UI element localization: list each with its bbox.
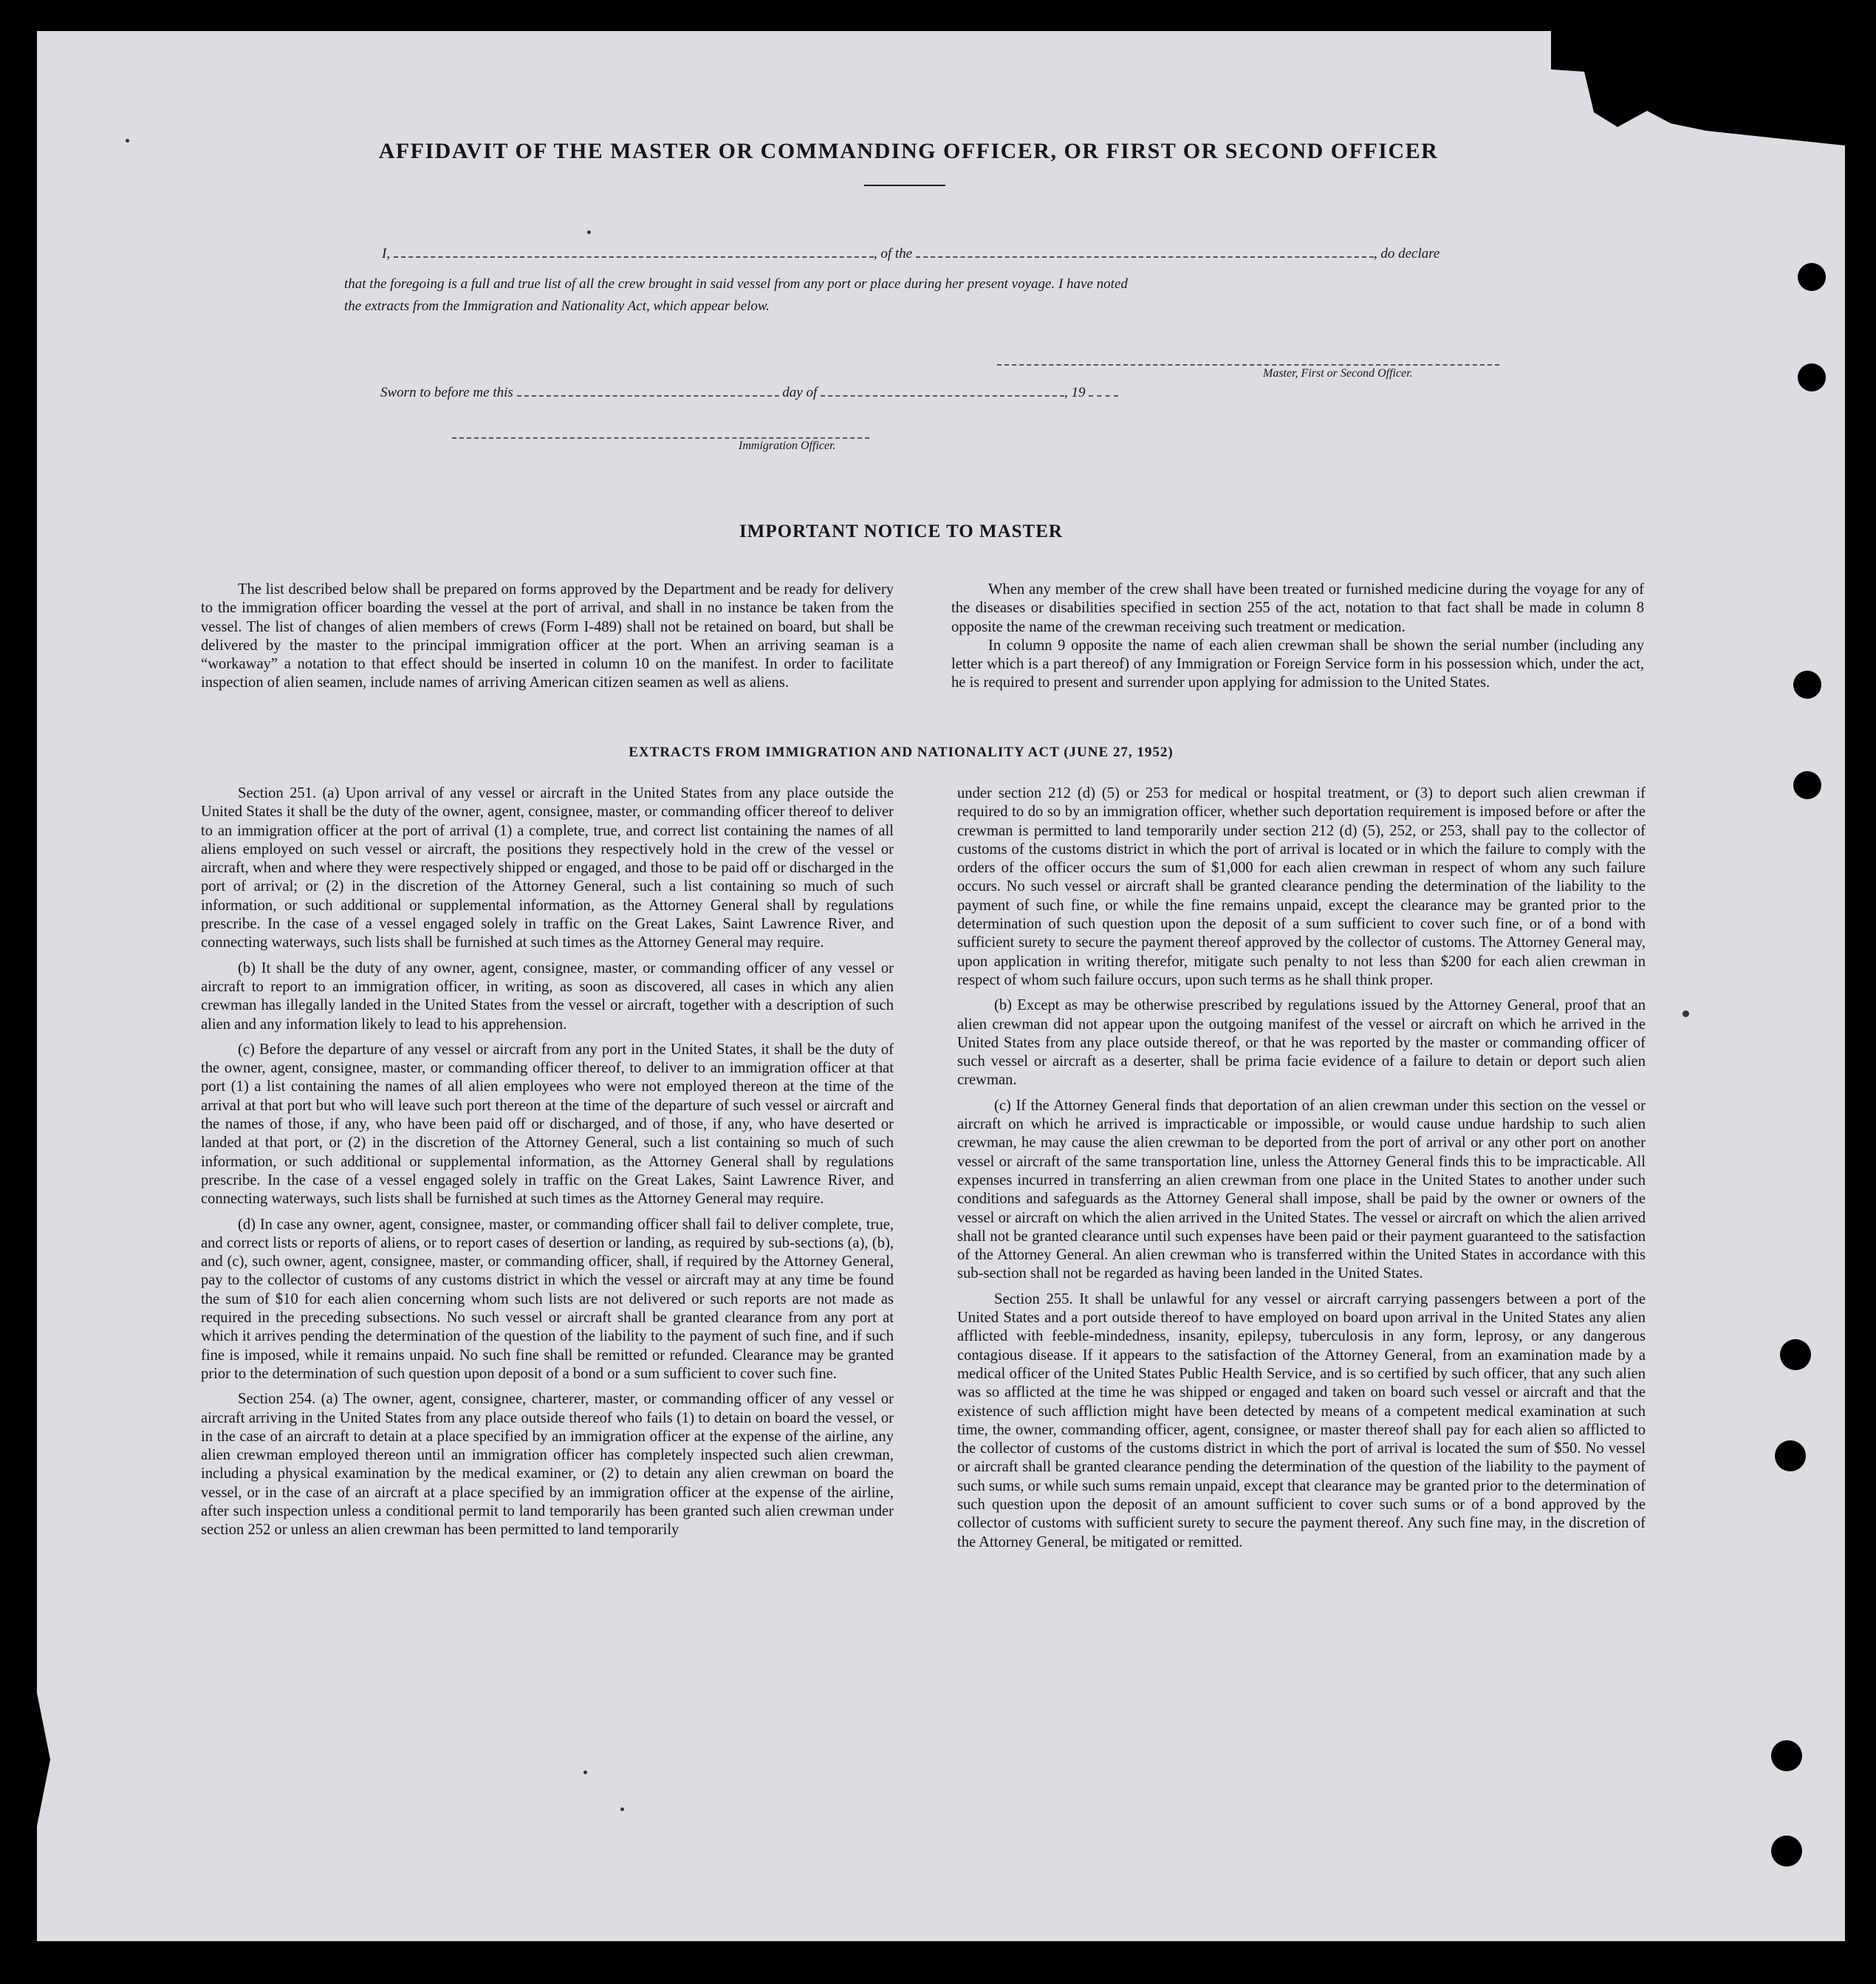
notice-right-paragraph-2: In column 9 opposite the name of each alien crewman shall be shown the serial number (including any letter which is a part thereof) of any Immigration or Foreign Service form in his possession which, under the act, he is required to present and surrender upon applying for admission to the United States. <box>951 637 1644 691</box>
section-254-c: (c) If the Attorney General finds that deportation of an alien crewman under this section on the vessel or aircraft on which he arrived is impracticable or impossible, or would cause undue hardship to such alien crewman, he may cause the alien crewman to be deported from the port of arrival or any other port on another vessel or aircraft of the same transportation line, unless the Attorney General finds this to be impracticable. All expenses incurred in transferring an alien crewman from one place in the United States to another under such conditions and safeguards as the Attorney General shall impose, shall be paid by the owner or owners of the vessel or aircraft on which the alien arrived in the United States. The vessel or aircraft on which the alien arrived shall not be granted clearance until such expenses have been paid or their payment guaranteed to the satisfaction of the Attorney General. An alien crewman who is transferred within the United States in accordance with this sub-section shall not be regarded as having been landed in the United States. <box>957 1097 1646 1282</box>
speck <box>583 1771 587 1774</box>
binder-hole <box>1780 1339 1811 1370</box>
section-254-a: Section 254. (a) The owner, agent, consignee, charterer, master, or commanding officer of any vessel or aircraft arriving in the United States from any place outside thereof who fails (1) to detain on board the vessel, or in the case of an aircraft to detain at a place specified by an immigration officer at the expense of the airline, any alien crewman employed thereon until an immigration officer has completely inspected such alien crewman, including a physical examination by the medical examiner, or (2) to detain any alien crewman on board the vessel, or in the case of an aircraft at a place specified by an immigration officer at the expense of the airline, after such inspection unless a conditional permit to land temporarily has been granted such alien crewman under section 252 or unless an alien crewman has been permitted to land temporarily <box>201 1391 894 1539</box>
master-signature-line[interactable] <box>997 364 1499 366</box>
notice-title: IMPORTANT NOTICE TO MASTER <box>739 521 1063 541</box>
binder-hole <box>1771 1740 1802 1771</box>
declaration-line-1 <box>382 246 1439 262</box>
declaration-line-3: the extracts from the Immigration and Nationality Act, which appear below. <box>344 298 770 314</box>
section-255: Section 255. It shall be unlawful for any vessel or aircraft carrying passengers between a port of the United States and a port outside thereof to have employed on board upon arrival in the United States any alien afflicted with feeble-mindedness, insanity, epilepsy, tuberculosis in any form, leprosy, or any dangerous contagious disease. If it appears to the satisfaction of the Attorney General, from an examination made by a medical officer of the United States Public Health Service, and is so certified by such officer, that any such alien was so afflicted at the time he was shipped or engaged and taken on board such vessel or aircraft and that the existence of such affliction might have been detected by means of a competent medical examination at such time, the owner, commanding officer, agent, consignee, or master thereof shall pay for each alien so afflicted to the collector of customs of the customs district in which the port of arrival is located the sum of $50. No vessel or aircraft shall be granted clearance pending the determination of the question of the liability to the payment of such sums, or while such sums remain unpaid, except that clearance may be granted prior to the determination of such question upon the deposit of an amount sufficient to cover such sums or of a bond approved by the collector of customs with sufficient surety to secure the payment thereof. Any such fine may, in the discretion of the Attorney General, be mitigated or remitted. <box>957 1290 1646 1550</box>
binder-hole <box>1798 363 1826 391</box>
year-label: , 19 <box>1064 385 1086 400</box>
notice-right-column <box>951 581 1644 699</box>
name-field[interactable] <box>394 246 874 258</box>
section-251-b: (b) It shall be the duty of any owner, agent, consignee, master, or commanding officer of any vessel or aircraft to report to an immigration officer, in writing, as soon as discovered, all cases in which any alien crewman has illegally landed in the United States from the vessel or aircraft, together with a description of such alien and any information likely to lead to his apprehension. <box>201 959 894 1033</box>
master-signature-label: Master, First or Second Officer. <box>1263 367 1413 380</box>
section-251-c: (c) Before the departure of any vessel or aircraft from any port in the United States, it shall be the duty of the owner, agent, consignee, master, or commanding officer thereof, to deliver to an immigration officer at that port (1) a list containing the names of all alien employees who were not employed thereon at the time of the arrival at that port but who will leave such port thereon at the time of the departure of such vessel or aircraft and the names of those, if any, who have been paid off or discharged, and of those, if any, who have deserted or landed at that port, or (2) in the discretion of the Attorney General, such a list containing so much of such information, or such additional or supplemental information, as the Attorney General shall by regulations prescribe. In the case of a vessel engaged solely in traffic on the Great Lakes, Saint Lawrence River, and connecting waterways, such lists shall be furnished at such times as the Attorney General may require. <box>201 1041 894 1208</box>
speck <box>1682 1010 1689 1017</box>
binder-hole <box>1771 1836 1802 1867</box>
speck <box>126 139 129 143</box>
affidavit-title: AFFIDAVIT OF THE MASTER OR COMMANDING OFFICER, OR FIRST OR SECOND OFFICER <box>378 139 1439 163</box>
officer-signature-label: Immigration Officer. <box>739 439 836 452</box>
sworn-year-field[interactable] <box>1089 385 1118 397</box>
notice-right-paragraph-1: When any member of the crew shall have been treated or furnished medicine during the voyage for any of the diseases or disabilities specified in section 255 of the act, notation to that fact shall be made in column 8 opposite the name of the crewman receiving such treatment or medication. <box>951 581 1644 635</box>
section-251-a: Section 251. (a) Upon arrival of any vessel or aircraft in the United States from any place outside the United States it shall be the duty of the owner, agent, consignee, master, or commanding officer thereof to deliver to an immigration officer at the port of arrival (1) a complete, true, and correct list containing the names of all aliens employed on such vessel or aircraft, the positions they respectively hold in the crew of the vessel or aircraft, when and where they were respectively shipped or engaged, and those to be paid off or discharged in the port of arrival; or (2) in the discretion of the Attorney General, such a list containing so much of such information, or such additional or supplemental information, as the Attorney General shall by regulations prescribe. In the case of a vessel engaged solely in traffic on the Great Lakes, Saint Lawrence River, and connecting waterways, such lists shall be furnished at such times as the Attorney General may require. <box>201 785 894 951</box>
notice-left-column <box>201 581 894 699</box>
sworn-month-field[interactable] <box>821 385 1064 397</box>
title-underline <box>864 185 945 186</box>
officer-signature-line[interactable] <box>452 437 869 439</box>
binder-hole <box>1798 263 1826 291</box>
speck <box>587 230 591 234</box>
section-254-a-cont: under section 212 (d) (5) or 253 for medical or hospital treatment, or (3) to deport such alien crewman if required to do so by an immigration officer, whether such deportation requirement is imposed before or after the crewman is permitted to land temporarily under section 212 (d) (5), 252, or 253, shall pay to the collector of customs of the customs district in which the port of arrival is located or in which the failure to comply with the orders of the officer occurs the sum of $1,000 for each alien crewman in respect of whom any such failure occurs. No such vessel or aircraft shall be granted clearance pending the determination of the liability to the payment of such fine, or while the fine remains unpaid, except the clearance may be granted prior to the determination of such question upon the deposit of a sum sufficient to cover such fine, or of a bond with sufficient surety to secure the payment thereof approved by the collector of customs. The Attorney General may, upon application in writing therefor, mitigate such penalty to not less than $200 for each alien crewman in respect of whom such failure occurs, upon such terms as he shall think proper. <box>957 785 1646 988</box>
extracts-left-column <box>201 784 894 1547</box>
notice-left-paragraph: The list described below shall be prepared on forms approved by the Department and be ready for delivery to the immigration officer boarding the vessel at the port of arrival, and shall in no instance be taken from the vessel. The list of changes of alien members of crews (Form I-489) shall not be retained on board, but shall be delivered by the master to the principal immigration officer at the port. When an arriving seaman is a “workaway” a notation to that effect should be inserted in column 10 on the manifest. In order to facilitate inspection of alien seamen, include names of arriving American citizen seamen as well as aliens. <box>201 581 894 691</box>
sworn-label: Sworn to before me this <box>380 385 513 400</box>
sworn-day-field[interactable] <box>517 385 779 397</box>
binder-hole <box>1793 671 1821 699</box>
section-251-d: (d) In case any owner, agent, consignee, master, or commanding officer shall fail to deliver complete, true, and correct lists or reports of aliens, or to report cases of desertion or landing, as required by sub-sections (a), (b), and (c), such owner, agent, consignee, master, or commanding officer, shall, if required by the Attorney General, pay to the collector of customs of any customs district in which the vessel or aircraft may at any time be found the sum of $10 for each alien concerning whom such lists are not delivered or such reports are not made as required in the preceding subsections. No such vessel or aircraft shall be granted clearance from any port at which it arrives pending the determination of the question of the liability to the payment of such fine, and if such fine is imposed, while it remains unpaid. No such fine shall be remitted or refunded. Clearance may be granted prior to the determination of such question upon deposit of a bond or a sum sufficient to cover such fine. <box>201 1216 894 1382</box>
sworn-line <box>380 385 1118 401</box>
binder-hole <box>1793 771 1821 799</box>
section-254-b: (b) Except as may be otherwise prescribed by regulations issued by the Attorney General, proof that an alien crewman did not appear upon the outgoing manifest of the vessel or aircraft on which he arrived in the United States from any place outside thereof, or that he was reported by the master or commanding officer of such vessel or aircraft as a deserter, shall be prima facie evidence of a failure to detain or deport such alien crewman. <box>957 997 1646 1089</box>
binder-hole <box>1775 1440 1806 1471</box>
extracts-title: EXTRACTS FROM IMMIGRATION AND NATIONALITY ACT (JUNE 27, 1952) <box>629 745 1174 760</box>
do-declare-label: , do declare <box>1373 246 1440 261</box>
declaration-line-2: that the foregoing is a full and true list of all the crew brought in said vessel from any port or place during her present voyage. I have noted <box>344 276 1128 292</box>
i-label: I, <box>382 246 391 261</box>
of-the-label: , of the <box>873 246 913 261</box>
day-of-label: day of <box>782 385 818 400</box>
vessel-field[interactable] <box>916 246 1374 258</box>
speck <box>620 1807 624 1811</box>
extracts-right-column <box>957 784 1646 1559</box>
